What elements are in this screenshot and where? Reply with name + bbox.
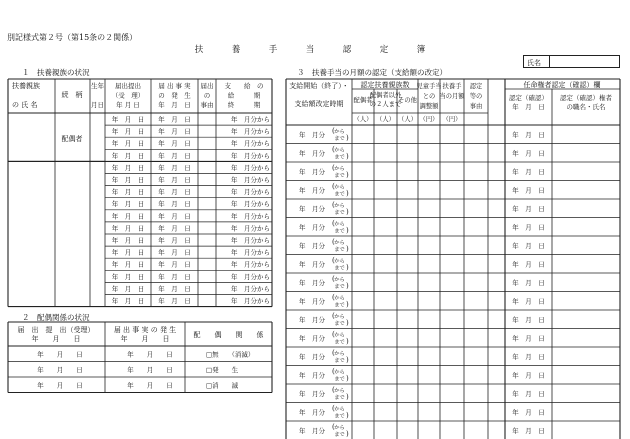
header-occurrence: 届 出 事 実 の 発 生 [113,326,177,334]
header-payment: 支 給 の [224,82,264,90]
cell-until: まで [334,265,345,272]
header-auth-name: の職名・氏名 [566,103,606,111]
cell-period: 年 月分から [231,115,270,124]
cell-date: 年 月 日 [111,284,145,293]
cell-date: 年 月 日 [111,236,145,245]
cell-from: から [334,369,345,376]
header-birth: 月日 [91,101,104,109]
cell-from: から [334,314,345,320]
header-allowance: 扶養手 [442,83,462,90]
header-occurrence: 年 月 日 [158,101,191,109]
header-spouse: 配偶者 [353,97,373,104]
header-auth-date: 年 月 日 [512,103,545,111]
cell-from: から [334,332,345,339]
cell-until: まで [334,358,345,364]
cell-paren: ( [332,367,335,376]
header-occurrence: 年 月 日 [120,335,170,343]
cell-period: 年 月分から [231,139,270,148]
cell-paren: ) [346,226,349,235]
cell-date: 年 月 日 [158,248,191,257]
cell-date: 年 月 日 [512,186,545,195]
cell-paren: ( [332,330,335,339]
cell-date: 年 月 日 [512,205,545,213]
cell-from: から [334,406,345,413]
header-child: 調整額 [419,103,439,110]
cell-date: 年 月 日 [111,115,145,124]
cell-paren: ( [332,423,335,431]
cell-period: 年 月分から [231,188,270,197]
cell-paren: ) [346,189,349,198]
page-title: 扶 養 手 当 認 定 簿 [194,45,436,55]
cell-paren: ) [346,393,349,401]
cell-period: 年 月分から [231,200,270,209]
cell-paren: ( [332,182,335,191]
header-reason: 等の [469,93,483,100]
cell-date: 年 月 日 [111,163,145,172]
cell-date: 年 月 日 [512,334,545,343]
cell-paren: ( [332,201,335,209]
cell-date: 年 月 日 [512,371,545,380]
cell-month: 年 月分 [299,408,325,417]
header-submission: 年 月 日 [116,101,140,109]
header-start: 支給開始（終了）・ [289,82,349,90]
cell-paren: ) [346,282,349,290]
cell-date: 年 月 日 [111,260,145,269]
cell-date: 年 月 日 [158,163,191,172]
cell-date: 年 月 日 [111,139,145,148]
header-child: との [422,93,436,100]
header-count-group: 認定扶養親族数 [360,81,410,89]
cell-paren: ( [332,145,335,154]
cell-paren: ) [346,152,349,161]
section3-title: ３ 扶養手当の月額の認定（支給額の改定） [297,68,447,77]
cell-paren: ) [346,171,349,179]
header-spouse-relation: 配 偶 関 係 [193,331,264,339]
cell-until: まで [334,136,345,142]
cell-date: 年 月 日 [512,223,545,232]
cell-paren: ) [346,208,349,216]
cell-date: 年 月 日 [111,151,145,160]
cell-paren: ( [332,404,335,413]
cell-date: 年 月 日 [111,224,145,233]
cell-period: 年 月分から [231,284,270,293]
header-birth: 生年 [91,82,104,90]
cell-from: から [334,277,345,283]
cell-date: 年 月 日 [512,427,545,435]
cell-date: 年 月 日 [127,350,173,359]
cell-month: 年 月分 [299,149,325,158]
cell-month: 年 月分 [299,205,325,213]
cell-from: から [334,388,345,394]
cell-until: まで [334,321,345,327]
header-auth-date: 認定（確認） [509,94,548,102]
cell-date: 年 月 日 [512,353,545,361]
cell-date: 年 月 日 [111,272,145,281]
cell-from: から [334,295,345,302]
cell-date: 年 月 日 [158,284,191,293]
cell-period: 年 月分から [231,163,270,172]
header-start: 支給額改定時期 [294,100,344,108]
cell-paren: ) [346,356,349,364]
header-relation: 続 柄 [61,91,83,99]
unit-persons: （人） [376,116,395,123]
cell-date: 年 月 日 [111,212,145,221]
cell-from: から [334,203,345,209]
cell-from: から [334,240,345,246]
cell-checkbox-status: □無 （消滅） [206,350,255,359]
cell-paren: ( [332,256,335,265]
form-code-label: 別記様式第２号（第15条の２関係） [7,33,138,42]
cell-until: まで [334,247,345,253]
header-reason: の [203,91,211,100]
cell-month: 年 月分 [299,223,325,232]
cell-paren: ) [346,245,349,253]
cell-period: 年 月分から [231,260,270,269]
cell-month: 年 月分 [299,316,325,324]
header-submission: 年 月 日 [31,335,81,343]
cell-paren: ( [332,219,335,228]
cell-month: 年 月分 [299,242,325,250]
cell-from: から [334,166,345,172]
unit-yen: （円） [419,116,439,123]
cell-date: 年 月 日 [37,350,83,359]
cell-period: 年 月分から [231,127,270,136]
cell-month: 年 月分 [299,186,325,195]
unit-persons: （人） [398,116,417,123]
section1-title: １ 扶養親族の状況 [22,68,90,77]
cell-until: まで [334,191,345,198]
cell-paren: ( [332,164,335,172]
cell-until: まで [334,284,345,290]
cell-period: 年 月分から [231,272,270,281]
cell-date: 年 月 日 [512,242,545,250]
cell-paren: ( [332,312,335,320]
cell-from: から [334,184,345,191]
header-reason: 事由 [200,101,214,109]
cell-date: 年 月 日 [158,224,191,233]
cell-paren: ( [332,293,335,302]
cell-until: まで [334,339,345,346]
cell-date: 年 月 日 [512,408,545,417]
cell-period: 年 月分から [231,151,270,160]
cell-date: 年 月 日 [127,366,173,374]
cell-paren: ( [332,275,335,283]
cell-until: まで [334,173,345,179]
cell-date: 年 月 日 [111,127,145,136]
cell-date: 年 月 日 [512,260,545,269]
cell-date: 年 月 日 [158,297,191,305]
cell-month: 年 月分 [299,131,325,139]
cell-paren: ) [346,411,349,420]
cell-paren: ) [346,430,349,438]
cell-period: 年 月分から [231,212,270,221]
cell-date: 年 月 日 [111,297,145,305]
cell-date: 年 月 日 [111,188,145,197]
section2-title: ２ 配偶関係の状況 [22,313,90,322]
cell-date: 年 月 日 [37,381,83,390]
header-auth-name: 認定（確認）権者 [560,94,612,102]
cell-month: 年 月分 [299,353,325,361]
cell-period: 年 月分から [231,248,270,257]
header-auth-group: 任命権者認定（確認）欄 [523,81,601,89]
cell-month: 年 月分 [299,390,325,398]
cell-paren: ( [332,238,335,246]
cell-until: まで [334,228,345,235]
header-child: 児童手当 [416,83,442,90]
header-reason: 事由 [469,103,483,110]
cell-until: まで [334,210,345,216]
cell-paren: ) [346,263,349,272]
cell-date: 年 月 日 [158,115,191,124]
header-submission: 届 出 提 出（受理） [17,326,95,334]
cell-date: 年 月 日 [37,366,83,374]
header-payment: 給 期 [227,91,261,100]
cell-date: 年 月 日 [512,149,545,158]
cell-month: 年 月分 [299,279,325,287]
header-else: その他 [398,97,417,104]
header-reason: 届出 [200,82,214,90]
cell-checkbox-status: □消 滅 [206,381,239,390]
cell-until: まで [334,302,345,309]
cell-from: から [334,351,345,357]
cell-date: 年 月 日 [512,279,545,287]
header-other: 配偶者以外 [369,92,402,99]
cell-date: 年 月 日 [111,176,145,184]
header-dependent: 扶養親族 [12,82,40,90]
cell-date: 年 月 日 [158,260,191,269]
cell-date: 年 月 日 [158,236,191,245]
cell-date: 年 月 日 [127,381,173,390]
cell-period: 年 月分から [231,176,270,184]
cell-paren: ) [346,374,349,383]
cell-date: 年 月 日 [158,272,191,281]
cell-month: 年 月分 [299,334,325,343]
cell-date: 年 月 日 [111,200,145,209]
cell-paren: ) [346,319,349,327]
cell-date: 年 月 日 [158,200,191,209]
cell-period: 年 月分から [231,236,270,245]
unit-yen: （円） [442,116,462,123]
cell-date: 年 月 日 [158,176,191,184]
cell-month: 年 月分 [299,427,325,435]
spouse-label: 配偶者 [61,135,83,144]
cell-paren: ) [346,300,349,309]
header-payment: 終 期 [227,101,261,109]
cell-month: 年 月分 [299,297,325,306]
cell-paren: ( [332,386,335,394]
name-field-label: 氏名 [527,59,541,67]
header-occurrence: の 発 生 [158,91,191,100]
cell-until: まで [334,376,345,383]
cell-date: 年 月 日 [111,248,145,257]
cell-checkbox-status: □発 生 [206,366,239,374]
cell-paren: ) [346,337,349,346]
cell-until: まで [334,154,345,161]
cell-paren: ) [346,134,349,142]
cell-date: 年 月 日 [158,151,191,160]
header-other: の２人まで [369,101,402,108]
cell-date: 年 月 日 [512,390,545,398]
cell-until: まで [334,432,345,438]
cell-date: 年 月 日 [158,139,191,148]
cell-from: から [334,147,345,154]
unit-persons: （人） [353,116,373,123]
cell-period: 年 月分から [231,224,270,233]
header-submission: 届出提出 [115,82,141,90]
header-monthly: 当の月額 [439,93,465,100]
header-occurrence: 届 出 事 実 [158,82,191,90]
cell-until: まで [334,395,345,401]
cell-date: 年 月 日 [158,188,191,197]
cell-date: 年 月 日 [512,131,545,139]
cell-date: 年 月 日 [158,212,191,221]
cell-date: 年 月 日 [158,127,191,136]
cell-until: まで [334,413,345,420]
cell-from: から [334,129,345,135]
cell-paren: ( [332,127,335,135]
cell-from: から [334,258,345,265]
cell-date: 年 月 日 [512,316,545,324]
cell-from: から [334,425,345,431]
cell-from: から [334,221,345,228]
header-dependent: の 氏 名 [12,101,38,109]
cell-period: 年 月分から [231,297,270,305]
cell-paren: ( [332,349,335,357]
header-submission: （受 理） [111,91,145,100]
cell-month: 年 月分 [299,260,325,269]
cell-date: 年 月 日 [512,168,545,176]
cell-date: 年 月 日 [512,297,545,306]
cell-month: 年 月分 [299,371,325,380]
cell-month: 年 月分 [299,168,325,176]
header-reason: 認定 [469,83,483,90]
